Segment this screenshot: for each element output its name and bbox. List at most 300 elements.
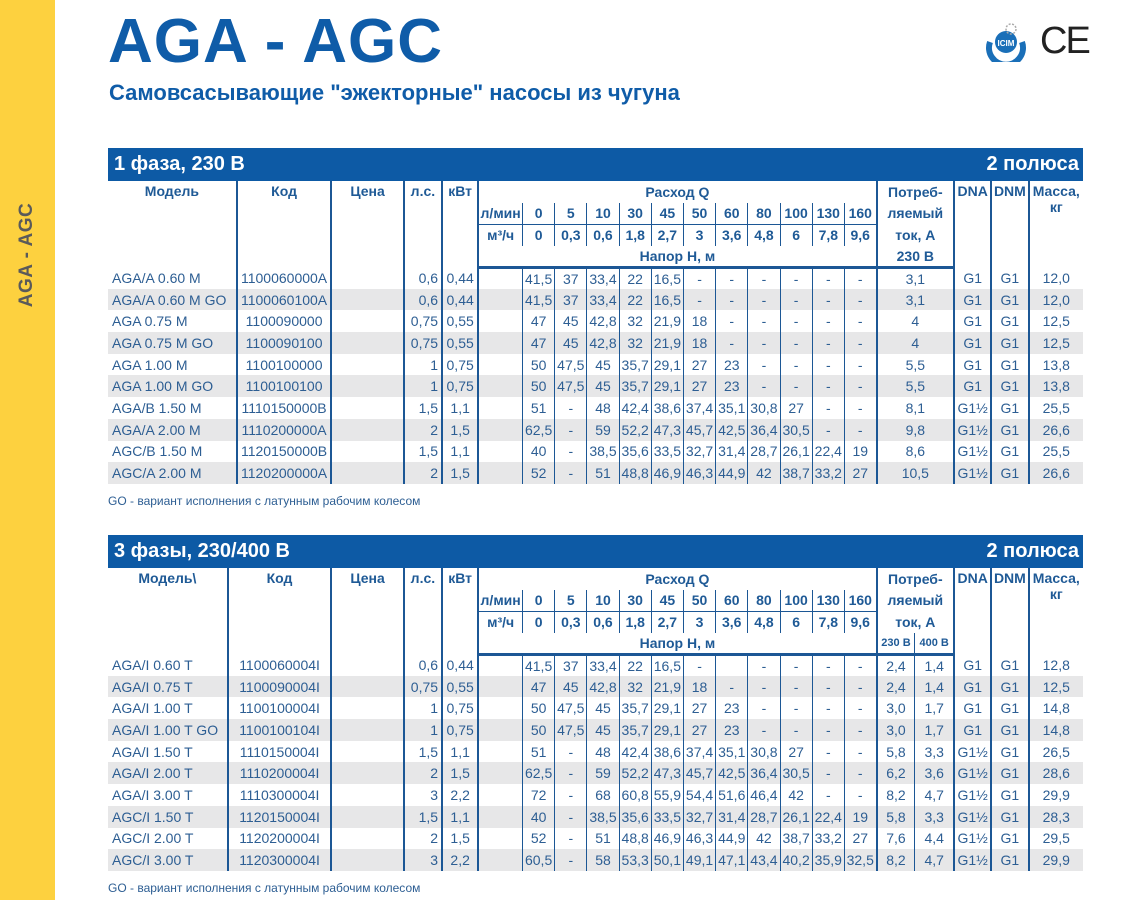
head-value-cell: 21,9 (651, 676, 683, 698)
dnm-cell: G1 (991, 354, 1028, 376)
model-cell: AGA 0.75 M (108, 310, 237, 332)
col-kw: кВт (442, 181, 478, 267)
head-value-cell: 45,7 (683, 419, 715, 441)
unit-spacer-cell (478, 697, 522, 719)
head-value-cell: 27 (780, 741, 812, 763)
price-cell (331, 741, 403, 763)
hp-cell: 1,5 (404, 806, 442, 828)
dnm-cell: G1 (991, 375, 1028, 397)
head-value-cell: 23 (716, 354, 748, 376)
head-value-cell: - (780, 289, 812, 311)
head-value-cell: 47,5 (555, 354, 587, 376)
head-value-cell: 47,5 (555, 375, 587, 397)
footnote-three-phase: GO - вариант исполнения с латунным рабочим колесом (108, 881, 421, 895)
head-value-cell: - (844, 354, 876, 376)
price-cell (331, 375, 403, 397)
code-cell: 1100060004I (228, 654, 332, 676)
head-value-cell: 35,7 (619, 697, 651, 719)
price-cell (331, 654, 403, 676)
dna-cell: G1½ (954, 419, 991, 441)
dnm-cell: G1 (991, 654, 1028, 676)
col-head: Напор Н, м (478, 633, 876, 655)
head-value-cell: - (844, 697, 876, 719)
hp-cell: 1 (404, 354, 442, 376)
code-cell: 1110300004I (228, 784, 332, 806)
head-value-cell: 47,5 (555, 697, 587, 719)
head-value-cell: 47 (523, 676, 555, 698)
head-value-cell: 51,6 (716, 784, 748, 806)
head-value-cell: 18 (683, 676, 715, 698)
head-value-cell: 50 (523, 697, 555, 719)
head-value-cell: - (555, 806, 587, 828)
current-400-cell: 1,4 (915, 654, 954, 676)
price-cell (331, 289, 403, 311)
unit-spacer-cell (478, 289, 522, 311)
head-value-cell: 40,2 (780, 849, 812, 871)
head-value-cell: - (716, 676, 748, 698)
head-value-cell: 42,8 (587, 676, 619, 698)
head-value-cell: - (748, 697, 780, 719)
kw-cell: 1,5 (442, 762, 478, 784)
head-value-cell: - (555, 849, 587, 871)
mass-cell: 14,8 (1029, 719, 1084, 741)
dna-cell: G1 (954, 267, 991, 289)
side-band (0, 0, 55, 900)
head-value-cell: 32,7 (683, 806, 715, 828)
head-value-cell: - (555, 828, 587, 850)
head-value-cell: - (555, 784, 587, 806)
head-value-cell: 41,5 (523, 654, 555, 676)
mass-cell: 12,5 (1029, 676, 1084, 698)
current-230-cell: 8,2 (877, 849, 915, 871)
head-value-cell: 22 (619, 654, 651, 676)
head-value-cell: 33,2 (812, 828, 844, 850)
head-value-cell: 41,5 (523, 267, 555, 289)
col-current-230: 230 В (877, 246, 954, 268)
dna-cell: G1½ (954, 828, 991, 850)
head-value-cell: 32,7 (683, 441, 715, 463)
mass-cell: 12,5 (1042, 313, 1070, 330)
lmin-value: 100 (780, 203, 812, 225)
head-value-cell: 48,8 (619, 828, 651, 850)
mass-cell: 29,9 (1029, 849, 1084, 871)
col-current-3: ток, А (877, 611, 954, 633)
head-value-cell: 55,9 (651, 784, 683, 806)
head-value-cell: 36,4 (748, 762, 780, 784)
head-value-cell: 32,5 (844, 849, 876, 871)
head-value-cell: 72 (523, 784, 555, 806)
unit-spacer-cell (478, 676, 522, 698)
m3h-value: 6 (780, 611, 812, 633)
unit-spacer-cell (478, 397, 522, 419)
head-value-cell: 23 (716, 697, 748, 719)
lmin-value: 160 (844, 203, 876, 225)
head-value-cell: - (748, 354, 780, 376)
head-value-cell: 43,4 (748, 849, 780, 871)
head-value-cell: - (780, 719, 812, 741)
unit-spacer-cell (478, 741, 522, 763)
head-value-cell: 45 (555, 332, 587, 354)
col-flow: Расход Q (478, 568, 876, 590)
unit-spacer-cell (478, 719, 522, 741)
code-cell: 1110150004I (228, 741, 332, 763)
col-current-230: 230 В (877, 633, 915, 655)
kw-cell: 0,75 (442, 354, 478, 376)
current-cell: 9,8 (877, 419, 954, 441)
kw-cell: 0,75 (442, 697, 478, 719)
head-value-cell: 51 (523, 397, 555, 419)
head-value-cell: - (748, 375, 780, 397)
table-row (108, 741, 1083, 763)
current-cell: 5,5 (877, 354, 954, 376)
col-model: Модель (108, 181, 237, 267)
head-value-cell: 26,1 (780, 441, 812, 463)
col-current-2: ляемый (877, 590, 954, 612)
unit-spacer-cell (478, 267, 522, 289)
head-value-cell: 52 (523, 828, 555, 850)
head-value-cell: 30,8 (748, 397, 780, 419)
unit-spacer-cell (478, 806, 522, 828)
head-value-cell: 42,5 (716, 419, 748, 441)
mass-cell: 12,5 (1029, 332, 1084, 354)
model-cell: AGC/A 2.00 M (108, 462, 237, 484)
m3h-value: 1,8 (619, 224, 651, 246)
head-value-cell: - (812, 741, 844, 763)
head-value-cell: 37 (555, 289, 587, 311)
current-400-cell: 1,7 (915, 697, 954, 719)
head-value-cell: 60,5 (523, 849, 555, 871)
unit-spacer-cell (478, 441, 522, 463)
mass-cell: 12,8 (1042, 656, 1070, 673)
dnm-cell: G1 (991, 676, 1028, 698)
price-cell (331, 828, 403, 850)
head-value-cell: 38,6 (651, 397, 683, 419)
lmin-value: 10 (587, 203, 619, 225)
head-value-cell: - (780, 310, 812, 332)
current-230-cell: 5,8 (877, 806, 915, 828)
model-cell: AGA/I 0.75 T (108, 676, 228, 698)
head-value-cell: - (780, 697, 812, 719)
svg-text:ICIM: ICIM (997, 39, 1015, 48)
head-value-cell: 30,5 (780, 419, 812, 441)
lmin-value: 0 (523, 590, 555, 612)
price-cell (331, 676, 403, 698)
unit-spacer-cell (478, 762, 522, 784)
model-cell: AGA 1.00 M GO (108, 375, 237, 397)
head-value-cell: 48,8 (619, 462, 651, 484)
hp-cell: 1,5 (404, 741, 442, 763)
head-value-cell: 42,4 (619, 741, 651, 763)
model-cell: AGA/I 2.00 T (108, 762, 228, 784)
table-row (108, 849, 1083, 871)
kw-cell: 1,1 (442, 397, 478, 419)
model-cell: AGA/I 1.00 T GO (108, 719, 228, 741)
lmin-value: 80 (748, 590, 780, 612)
head-value-cell: - (812, 784, 844, 806)
model-cell: AGC/I 1.50 T (108, 806, 228, 828)
dnm-cell: G1 (991, 289, 1028, 311)
code-cell: 1120200004I (228, 828, 332, 850)
head-value-cell: 18 (683, 332, 715, 354)
head-value-cell: 47,3 (651, 762, 683, 784)
model-cell: AGA/I 0.60 T (108, 654, 228, 676)
m3h-value: 9,6 (844, 224, 876, 246)
head-value-cell: 35,6 (619, 806, 651, 828)
table-row (108, 719, 1083, 741)
head-value-cell: - (844, 741, 876, 763)
current-230-cell: 5,8 (877, 741, 915, 763)
head-value-cell: 52,2 (619, 419, 651, 441)
table-row (108, 332, 1083, 354)
col-head: Напор Н, м (478, 246, 876, 268)
current-400-cell: 3,3 (915, 806, 954, 828)
table-row (108, 289, 1083, 311)
mass-cell: 29,9 (1042, 786, 1070, 803)
head-value-cell: - (780, 267, 812, 289)
head-value-cell: 38,5 (587, 806, 619, 828)
mass-cell: 13,8 (1042, 356, 1070, 373)
dna-cell: G1 (954, 354, 991, 376)
kw-cell: 0,44 (442, 654, 478, 676)
lmin-value: 100 (780, 590, 812, 612)
dna-cell: G1 (954, 676, 991, 698)
head-value-cell: 38,6 (651, 741, 683, 763)
m3h-value: 2,7 (651, 611, 683, 633)
unit-spacer-cell (478, 354, 522, 376)
m3h-value: 0,6 (587, 611, 619, 633)
head-value-cell: - (812, 354, 844, 376)
head-value-cell: 50 (523, 719, 555, 741)
kw-cell: 0,55 (442, 310, 478, 332)
head-value-cell: 41,5 (523, 289, 555, 311)
current-230-cell: 2,4 (877, 676, 915, 698)
current-cell: 8,1 (877, 397, 954, 419)
head-value-cell: 37 (555, 267, 587, 289)
head-value-cell: - (844, 397, 876, 419)
ce-mark-icon: CE (1040, 20, 1089, 62)
m3h-value: 3,6 (716, 611, 748, 633)
head-value-cell: 27 (683, 697, 715, 719)
current-230-cell: 7,6 (877, 828, 915, 850)
head-value-cell: 33,2 (812, 462, 844, 484)
dnm-cell: G1 (991, 462, 1028, 484)
current-230-cell: 2,4 (877, 654, 915, 676)
dna-cell: G1½ (954, 849, 991, 871)
dna-cell: G1 (954, 697, 991, 719)
head-value-cell: 33,4 (587, 267, 619, 289)
head-value-cell: - (812, 762, 844, 784)
head-value-cell: 46,3 (683, 828, 715, 850)
m3h-value: 7,8 (812, 611, 844, 633)
mass-cell: 29,5 (1042, 830, 1070, 847)
head-value-cell: 35,6 (619, 441, 651, 463)
mass-cell: 26,6 (1029, 462, 1084, 484)
head-value-cell: 45 (555, 676, 587, 698)
kw-cell: 1,5 (442, 828, 478, 850)
hp-cell: 0,6 (404, 654, 442, 676)
lmin-value: 50 (683, 203, 715, 225)
mass-cell: 12,0 (1029, 289, 1084, 311)
current-cell: 4 (877, 332, 954, 354)
head-value-cell: 58 (587, 849, 619, 871)
code-cell: 1120300004I (228, 849, 332, 871)
head-value-cell: 33,4 (587, 289, 619, 311)
code-cell: 1120150004I (228, 806, 332, 828)
head-value-cell: 44,9 (716, 828, 748, 850)
m3h-value: 2,7 (651, 224, 683, 246)
hp-cell: 1,5 (404, 397, 442, 419)
col-dna: DNA (954, 568, 991, 654)
code-cell: 1100090004I (228, 676, 332, 698)
price-cell (331, 397, 403, 419)
current-400-cell: 3,3 (915, 741, 954, 763)
head-value-cell: 45 (587, 375, 619, 397)
code-cell: 1110150000B (237, 397, 332, 419)
kw-cell: 2,2 (442, 849, 478, 871)
head-value-cell: 47 (523, 332, 555, 354)
head-value-cell: 26,1 (780, 806, 812, 828)
head-value-cell: 22 (619, 267, 651, 289)
head-value-cell: - (812, 676, 844, 698)
head-value-cell: - (844, 267, 876, 289)
head-value-cell: 32 (619, 332, 651, 354)
current-400-cell: 3,6 (915, 762, 954, 784)
kw-cell: 1,5 (442, 462, 478, 484)
head-value-cell: - (812, 267, 844, 289)
head-value-cell: 40 (523, 441, 555, 463)
head-value-cell: - (748, 289, 780, 311)
head-value-cell: 51 (523, 741, 555, 763)
head-value-cell: 50,1 (651, 849, 683, 871)
head-value-cell: 18 (683, 310, 715, 332)
section-title: 1 фаза, 230 В (114, 153, 245, 175)
head-value-cell: 46,3 (683, 462, 715, 484)
dnm-cell: G1 (991, 697, 1028, 719)
head-value-cell: 23 (716, 375, 748, 397)
hp-cell: 1 (404, 719, 442, 741)
mass-cell: 12,0 (1042, 269, 1070, 286)
model-cell: AGA/A 2.00 M (108, 419, 237, 441)
mass-cell: 26,5 (1042, 743, 1070, 760)
hp-cell: 0,75 (404, 310, 442, 332)
model-cell: AGA 0.75 M GO (108, 332, 237, 354)
table-row (108, 806, 1083, 828)
head-value-cell: 31,4 (716, 806, 748, 828)
dna-cell: G1½ (954, 462, 991, 484)
lmin-label: л/мин (478, 590, 522, 612)
head-value-cell: 45 (587, 354, 619, 376)
head-value-cell: 19 (844, 441, 876, 463)
head-value-cell: - (555, 462, 587, 484)
mass-cell: 25,5 (1042, 443, 1070, 460)
head-value-cell: 46,9 (651, 828, 683, 850)
head-value-cell: 33,5 (651, 441, 683, 463)
unit-spacer-cell (478, 654, 522, 676)
price-cell (331, 784, 403, 806)
col-dna: DNA (954, 181, 991, 267)
hp-cell: 3 (404, 849, 442, 871)
head-value-cell: 37,4 (683, 397, 715, 419)
head-value-cell: 22,4 (812, 806, 844, 828)
head-value-cell: 50 (523, 375, 555, 397)
model-cell: AGA 1.00 M (108, 354, 237, 376)
col-code: Код (228, 568, 332, 654)
head-value-cell: 60,8 (619, 784, 651, 806)
head-value-cell: 62,5 (523, 419, 555, 441)
head-value-cell: 21,9 (651, 310, 683, 332)
unit-spacer-cell (478, 332, 522, 354)
model-cell: AGA/I 1.00 T (108, 697, 228, 719)
head-value-cell: 42 (748, 828, 780, 850)
head-value-cell: - (555, 397, 587, 419)
head-value-cell: 28,7 (748, 441, 780, 463)
head-value-cell: 54,4 (683, 784, 715, 806)
head-value-cell: 33,5 (651, 806, 683, 828)
dnm-cell: G1 (991, 849, 1028, 871)
head-value-cell: 30,5 (780, 762, 812, 784)
model-cell: AGA/B 1.50 M (108, 397, 237, 419)
current-400-cell: 1,4 (915, 676, 954, 698)
head-value-cell: 35,7 (619, 375, 651, 397)
dnm-cell: G1 (991, 310, 1028, 332)
head-value-cell: 42,5 (716, 762, 748, 784)
col-current-3: ток, А (877, 224, 954, 246)
code-cell: 1100090100 (237, 332, 332, 354)
head-value-cell: - (812, 719, 844, 741)
lmin-label: л/мин (478, 203, 522, 225)
head-value-cell: 42 (780, 784, 812, 806)
price-cell (331, 462, 403, 484)
head-value-cell: 22 (619, 289, 651, 311)
head-value-cell: 21,9 (651, 332, 683, 354)
head-value-cell: - (716, 289, 748, 311)
dnm-cell: G1 (991, 267, 1028, 289)
col-dnm: DNM (991, 568, 1028, 654)
lmin-value: 80 (748, 203, 780, 225)
table-row (108, 462, 1083, 484)
side-label: AGA - AGC (16, 202, 37, 308)
head-value-cell: 49,1 (683, 849, 715, 871)
section-header-bar (108, 535, 1083, 568)
head-value-cell: 47,5 (555, 719, 587, 741)
col-kw: кВт (442, 568, 478, 654)
lmin-value: 5 (555, 203, 587, 225)
head-value-cell: 45 (555, 310, 587, 332)
head-value-cell: 23 (716, 719, 748, 741)
table-row (108, 762, 1083, 784)
m3h-value: 3,6 (716, 224, 748, 246)
head-value-cell: 35,7 (619, 354, 651, 376)
dna-cell: G1½ (954, 397, 991, 419)
m3h-label: м³/ч (478, 224, 522, 246)
head-value-cell: 38,7 (780, 828, 812, 850)
kw-cell: 2,2 (442, 784, 478, 806)
col-price: Цена (331, 181, 403, 267)
model-cell: AGC/I 3.00 T (108, 849, 228, 871)
lmin-value: 160 (844, 590, 876, 612)
head-value-cell: 27 (683, 375, 715, 397)
model-cell: AGA/I 3.00 T (108, 784, 228, 806)
m3h-value: 9,6 (844, 611, 876, 633)
table-row (108, 267, 1083, 289)
current-230-cell: 6,2 (877, 762, 915, 784)
mass-cell: 28,6 (1029, 762, 1084, 784)
kw-cell: 1,1 (442, 806, 478, 828)
dna-cell: G1½ (954, 762, 991, 784)
code-cell: 1100100000 (237, 354, 332, 376)
head-value-cell: - (748, 719, 780, 741)
head-value-cell: 29,1 (651, 354, 683, 376)
